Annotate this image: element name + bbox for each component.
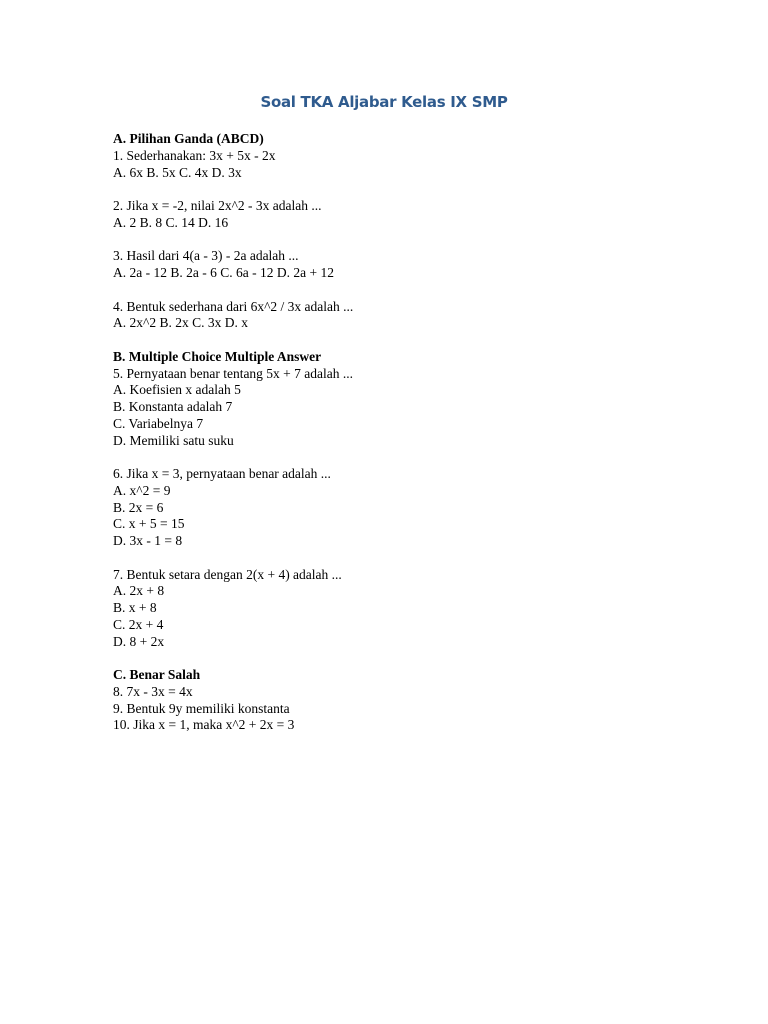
statement-8: 8. 7x - 3x = 4x	[113, 683, 193, 699]
spacer	[113, 181, 353, 198]
question-1: 1. Sederhanakan: 3x + 5x - 2x	[113, 147, 276, 163]
question-5-option-c: C. Variabelnya 7	[113, 415, 204, 431]
section-b-heading: B. Multiple Choice Multiple Answer	[113, 348, 322, 364]
question-3-options: A. 2a - 12 B. 2a - 6 C. 6a - 12 D. 2a + 12	[113, 265, 334, 280]
question-4: 4. Bentuk sederhana dari 6x^2 / 3x adalah ...	[113, 298, 354, 314]
question-5-option-a: A. Koefisien x adalah 5	[113, 382, 241, 398]
question-7-option-a: A. 2x + 8	[113, 583, 165, 599]
spacer	[113, 282, 353, 299]
question-6: 6. Jika x = 3, pernyataan benar adalah ...	[113, 466, 331, 481]
question-6-option-b: B. 2x = 6	[113, 499, 164, 515]
statement-10: 10. Jika x = 1, maka x^2 + 2x = 3	[113, 717, 295, 733]
question-3: 3. Hasil dari 4(a - 3) - 2a adalah ...	[113, 248, 299, 264]
spacer	[113, 449, 353, 466]
spacer	[113, 650, 353, 667]
question-4-options: A. 2x^2 B. 2x C. 3x D. x	[113, 315, 248, 331]
spacer	[113, 332, 353, 349]
question-5-option-b: B. Konstanta adalah 7	[113, 399, 233, 414]
question-6-option-d: D. 3x - 1 = 8	[113, 533, 183, 548]
section-a-heading: A. Pilihan Ganda (ABCD)	[113, 131, 264, 146]
document-body	[113, 131, 353, 734]
question-2: 2. Jika x = -2, nilai 2x^2 - 3x adalah ...	[113, 198, 322, 213]
question-7-option-b: B. x + 8	[113, 600, 157, 615]
question-1-options: A. 6x B. 5x C. 4x D. 3x	[113, 164, 242, 180]
spacer	[113, 232, 353, 249]
question-7-option-d: D. 8 + 2x	[113, 633, 165, 649]
question-6-option-c: C. x + 5 = 15	[113, 516, 185, 532]
statement-9: 9. Bentuk 9y memiliki konstanta	[113, 700, 290, 716]
question-7-option-c: C. 2x + 4	[113, 616, 164, 632]
section-c-heading: C. Benar Salah	[113, 667, 201, 682]
question-6-option-a: A. x^2 = 9	[113, 482, 171, 498]
question-5-option-d: D. Memiliki satu suku	[113, 432, 234, 448]
question-5: 5. Pernyataan benar tentang 5x + 7 adalah ...	[113, 365, 354, 381]
spacer	[113, 550, 353, 567]
page-title: Soal TKA Aljabar Kelas IX SMP	[260, 93, 508, 111]
question-7: 7. Bentuk setara dengan 2(x + 4) adalah ...	[113, 566, 342, 582]
question-2-options: A. 2 B. 8 C. 14 D. 16	[113, 214, 229, 230]
